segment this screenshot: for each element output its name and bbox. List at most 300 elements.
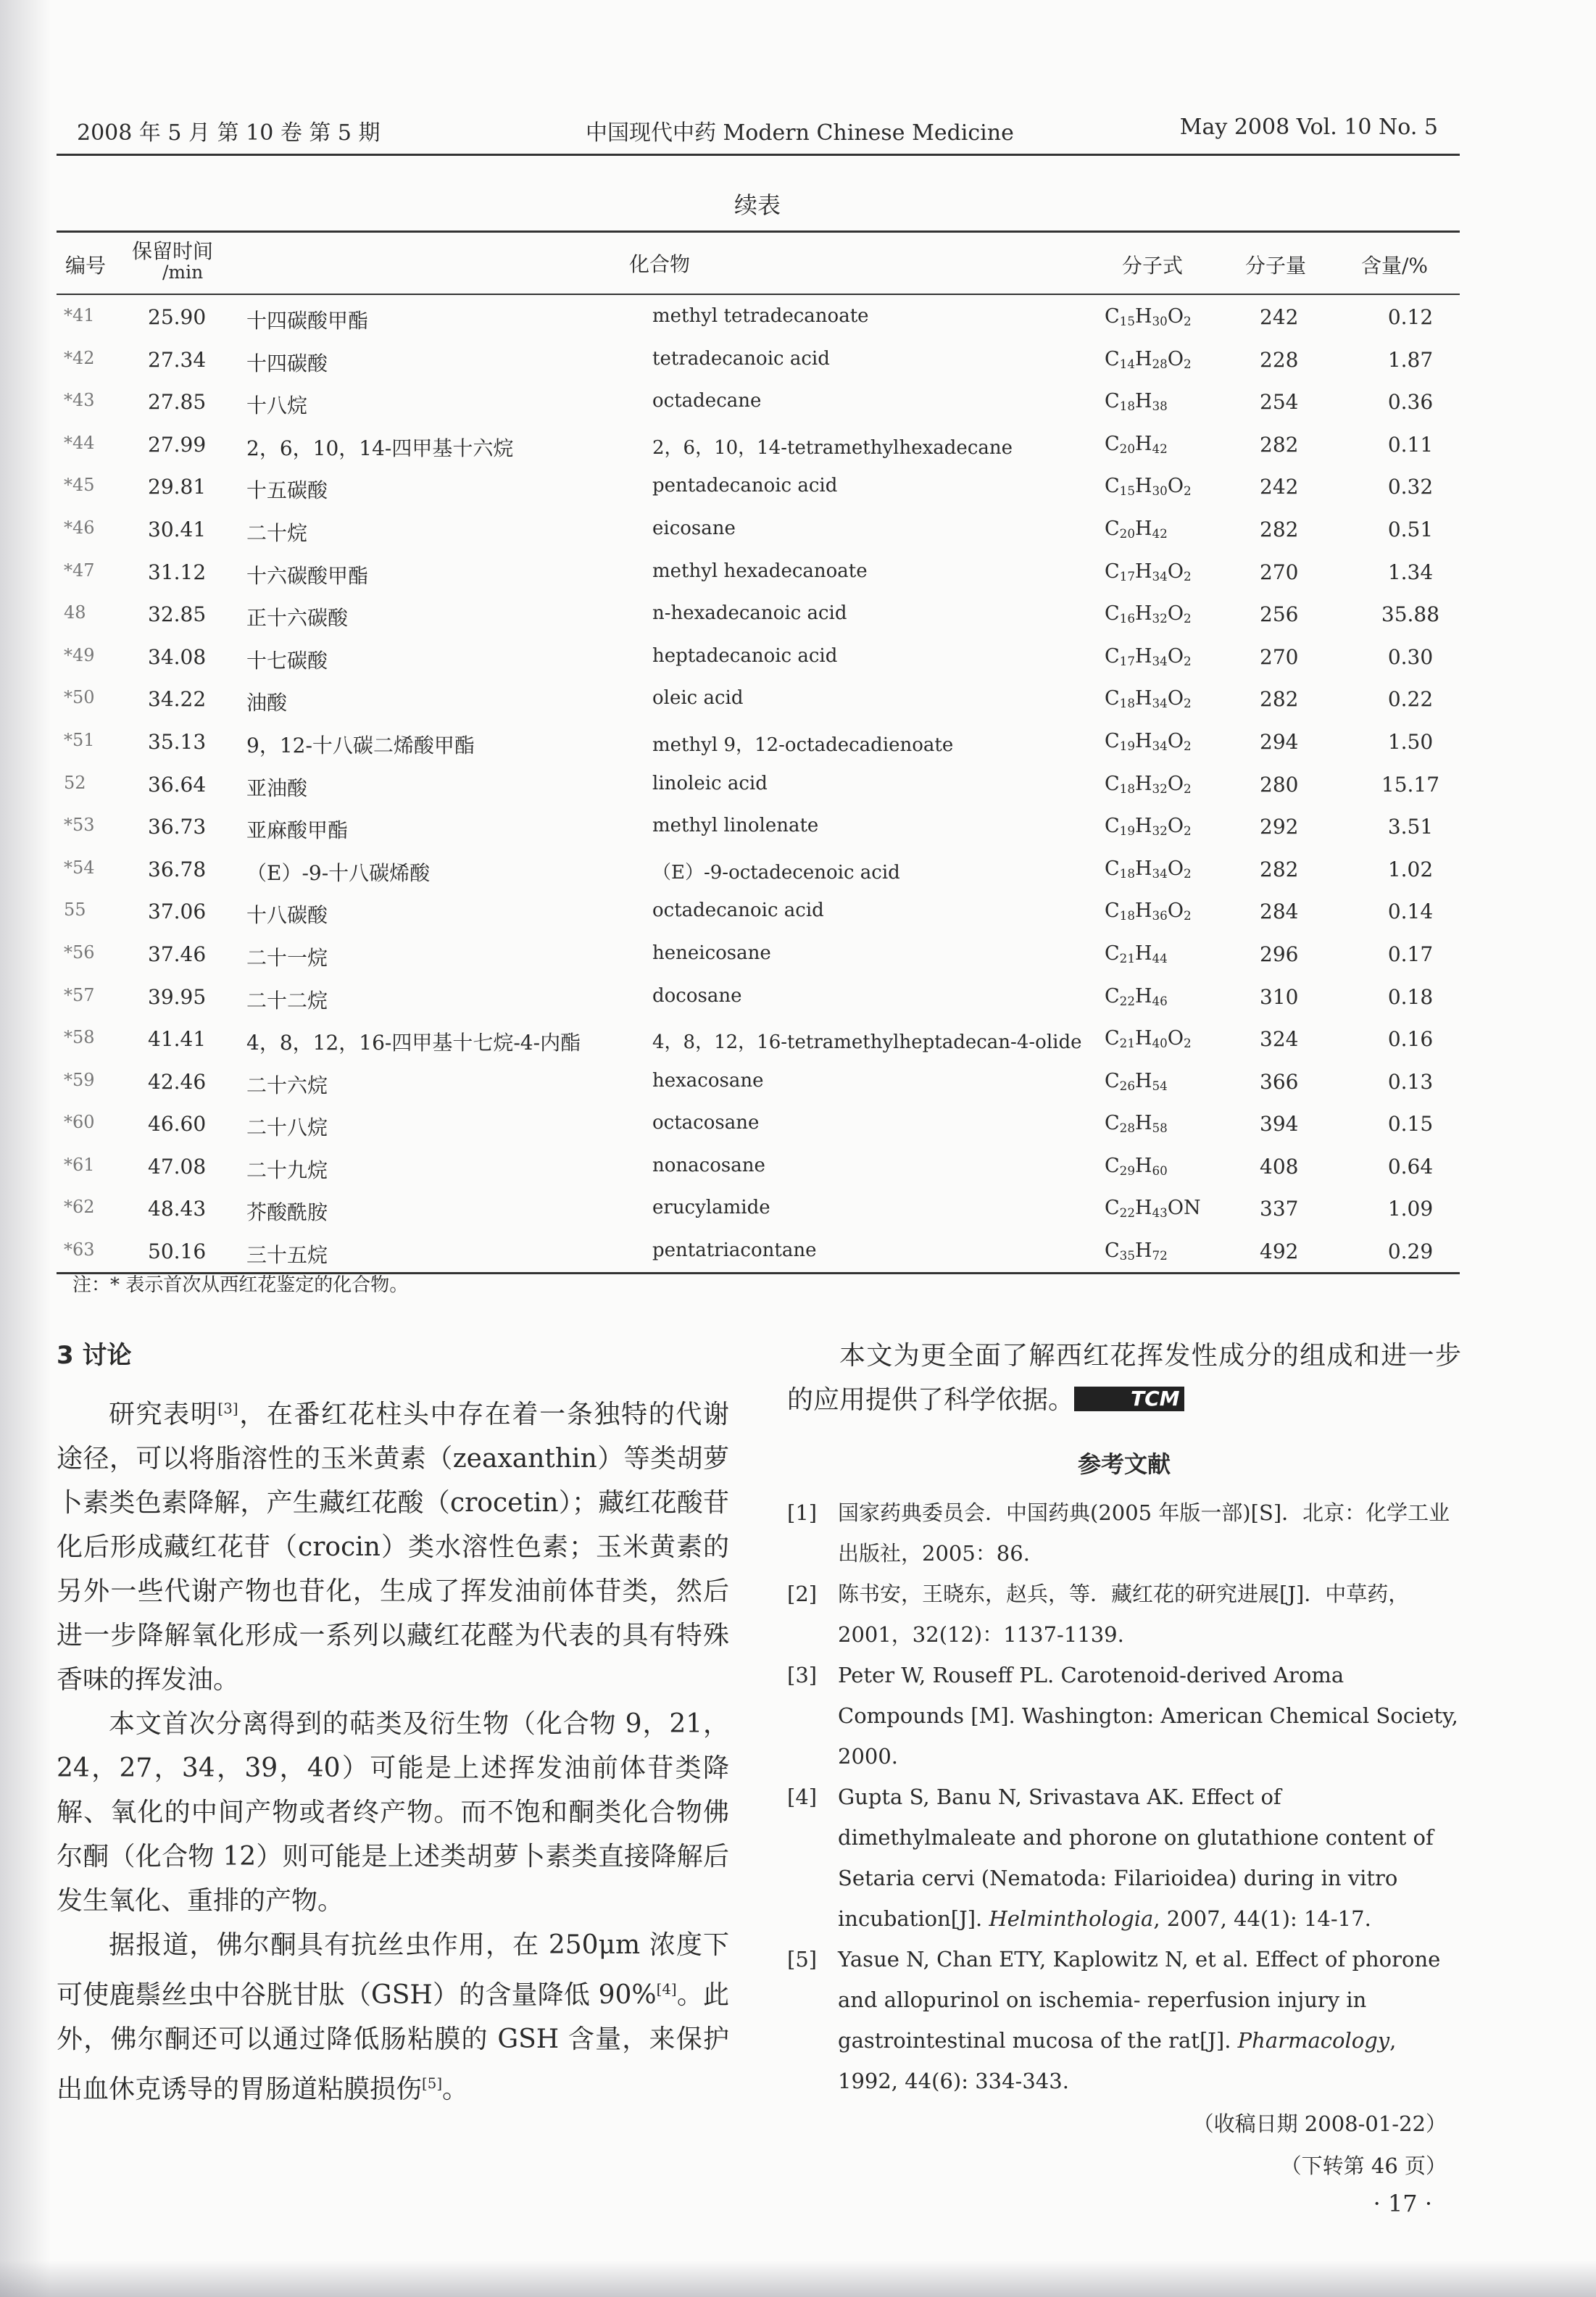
- formula-element: C: [1105, 772, 1120, 795]
- cell-compound-en: n-hexadecanoic acid: [652, 602, 847, 625]
- cell-molecular-weight: 366: [1260, 1069, 1299, 1094]
- formula-element: O: [1167, 900, 1184, 923]
- cell-retention-time: 36.73: [148, 815, 207, 839]
- header-issue-en: May 2008 Vol. 10 No. 5: [1179, 115, 1438, 140]
- right-column: [787, 1334, 1461, 2222]
- cell-compound-cn: 2，6，10，14-四甲基十六烷: [246, 436, 514, 460]
- header-rule: [57, 154, 1460, 156]
- cell-id: *59: [64, 1069, 95, 1090]
- formula-element: O: [1167, 644, 1184, 668]
- formula-element: H: [1134, 560, 1152, 583]
- table-row: [57, 805, 1460, 847]
- formula-subscript: 19: [1119, 739, 1135, 754]
- cell-id: 55: [64, 900, 86, 921]
- cell-content: 0.12: [1387, 305, 1434, 329]
- cell-formula: [1105, 985, 1168, 1008]
- formula-subscript: 16: [1119, 611, 1135, 626]
- cell-content: 0.13: [1387, 1069, 1434, 1094]
- cell-formula: [1105, 730, 1192, 753]
- formula-subscript: 22: [1119, 1205, 1135, 1221]
- table-row: [57, 507, 1460, 550]
- cell-retention-time: 48.43: [148, 1197, 207, 1221]
- reference-text: Gupta S, Banu N, Srivastava AK. Effect of dimethylmaleate and phorone on glutathione content of Setaria cervi (Nematoda: Filarioidea) during in vitro incubation[J].: [838, 1785, 1434, 1931]
- cell-molecular-weight: 280: [1260, 772, 1299, 797]
- reference-text: 陈书安，王晓东，赵兵，等．藏红花的研究进展[J]．中草药，2001，32(12)：1137-1139.: [838, 1582, 1410, 1647]
- formula-element: H: [1134, 857, 1152, 880]
- cell-content: 35.88: [1381, 602, 1440, 627]
- formula-element: H: [1134, 347, 1152, 370]
- p3-part-b: 。此外，佛尔酮还可以通过降低肠粘膜的 GSH 含量，来保护出血休克诱导的胃肠道粘膜损伤: [57, 1980, 729, 2104]
- citation-5: [5]: [422, 2075, 443, 2092]
- reference-journal: Helminthologia: [989, 1906, 1154, 1931]
- table-row: [57, 847, 1460, 890]
- cell-id: *49: [64, 644, 95, 665]
- formula-element: O: [1167, 687, 1184, 710]
- formula-subscript: 38: [1152, 399, 1168, 414]
- formula-element: H: [1134, 1239, 1152, 1263]
- cell-retention-time: 27.34: [148, 347, 207, 372]
- cell-compound-en: 2，6，10，14-tetramethylhexadecane: [652, 436, 1013, 459]
- formula-element: C: [1105, 942, 1120, 965]
- cell-compound-cn: 二十二烷: [246, 988, 328, 1013]
- formula-subscript: 2: [1183, 865, 1192, 881]
- cell-retention-time: 37.46: [148, 942, 207, 966]
- table-row: [57, 1017, 1460, 1060]
- cell-compound-cn: 4，8，12，16-四甲基十七烷-4-内酯: [246, 1031, 581, 1055]
- formula-element: C: [1105, 1112, 1120, 1135]
- discussion-paragraph-1: [57, 1387, 729, 1702]
- formula-subscript: 2: [1183, 823, 1192, 839]
- cell-content: 0.32: [1387, 475, 1434, 499]
- cell-retention-time: 39.95: [148, 984, 207, 1009]
- formula-subscript: 34: [1152, 568, 1168, 583]
- formula-subscript: 2: [1183, 908, 1192, 923]
- formula-subscript: 35: [1119, 1248, 1135, 1263]
- cell-molecular-weight: 282: [1260, 517, 1299, 541]
- cell-formula: [1105, 390, 1168, 413]
- cell-retention-time: 37.06: [148, 900, 207, 924]
- formula-element: C: [1105, 1197, 1120, 1220]
- cell-formula: [1105, 518, 1168, 541]
- cell-molecular-weight: 492: [1260, 1239, 1299, 1264]
- reference-text: 国家药典委员会．中国药典(2005 年版一部)[S]．北京：化学工业出版社，2005：86.: [838, 1500, 1450, 1566]
- formula-element: O: [1167, 305, 1184, 328]
- table-row: [57, 1060, 1460, 1102]
- cell-id: *47: [64, 560, 95, 581]
- formula-subscript: 18: [1119, 908, 1135, 923]
- col-header-content: 含量/%: [1361, 254, 1429, 278]
- reference-tail: , 1992, 44(6): 334-343.: [838, 2028, 1397, 2093]
- cell-compound-en: methyl hexadecanoate: [652, 560, 868, 582]
- cell-content: 3.51: [1387, 815, 1434, 839]
- cell-formula: [1105, 857, 1192, 881]
- cell-retention-time: 42.46: [148, 1069, 207, 1094]
- received-date: （收稿日期 2008-01-22）: [1192, 2111, 1447, 2136]
- cell-retention-time: 30.41: [148, 517, 207, 541]
- formula-element: H: [1134, 305, 1152, 328]
- cell-id: 52: [64, 772, 86, 793]
- formula-subscript: 2: [1183, 739, 1192, 754]
- reference-number: [2]: [787, 1582, 818, 1606]
- table-row: [57, 423, 1460, 465]
- cell-retention-time: 46.60: [148, 1112, 207, 1137]
- cell-retention-time: 25.90: [148, 305, 207, 329]
- cell-formula: [1105, 602, 1192, 626]
- formula-subscript: 20: [1119, 441, 1135, 456]
- formula-element: C: [1105, 432, 1120, 455]
- cell-formula: [1105, 900, 1192, 923]
- formula-subscript: 2: [1183, 781, 1192, 796]
- formula-subscript: 42: [1152, 441, 1168, 456]
- formula-subscript: 29: [1119, 1163, 1135, 1179]
- cell-id: *50: [64, 687, 95, 708]
- reference-text: Peter W, Rouseff PL. Carotenoid-derived Aroma Compounds [M]. Washington: American Chemical Society, 2000.: [838, 1663, 1458, 1769]
- cell-content: 0.14: [1387, 900, 1434, 924]
- cell-compound-cn: 正十六碳酸: [246, 606, 349, 631]
- formula-subscript: 2: [1183, 483, 1192, 499]
- cell-id: *42: [64, 347, 95, 368]
- cell-formula: [1105, 773, 1192, 796]
- cell-compound-cn: 油酸: [246, 691, 288, 715]
- cell-formula: [1105, 645, 1192, 668]
- p3-part-a: 据报道，佛尔酮具有抗丝虫作用，在 250μm 浓度下可使鹿鬃丝虫中谷胱甘肽（GSH）的含量降低 90%: [57, 1930, 729, 2010]
- col-header-rt-unit: /min: [162, 262, 204, 283]
- reference-item: [787, 1939, 1461, 2101]
- formula-subscript: 54: [1152, 1078, 1168, 1093]
- formula-subscript: 32: [1152, 611, 1168, 626]
- formula-element: H: [1134, 687, 1152, 710]
- cell-compound-cn: （E）-9-十八碳烯酸: [246, 860, 431, 885]
- formula-subscript: 34: [1152, 739, 1168, 754]
- formula-subscript: 28: [1152, 356, 1168, 371]
- cell-content: 1.02: [1387, 857, 1434, 881]
- cell-compound-en: docosane: [652, 984, 742, 1007]
- cell-formula: [1105, 348, 1192, 371]
- cell-id: *61: [64, 1154, 95, 1175]
- formula-element: H: [1134, 772, 1152, 795]
- table-caption: 续表: [733, 191, 781, 219]
- cell-content: 0.64: [1387, 1154, 1434, 1179]
- cell-content: 15.17: [1381, 772, 1440, 797]
- cell-retention-time: 27.85: [148, 390, 207, 415]
- table-row: [57, 677, 1460, 720]
- cell-compound-en: octadecane: [652, 390, 762, 412]
- table-row: [57, 338, 1460, 381]
- cell-compound-en: heneicosane: [652, 942, 771, 964]
- cell-content: 1.34: [1387, 560, 1434, 584]
- reference-number: [4]: [787, 1785, 818, 1809]
- formula-subscript: 32: [1152, 823, 1168, 839]
- formula-subscript: 34: [1152, 653, 1168, 668]
- cell-formula: [1105, 1112, 1168, 1135]
- formula-element: H: [1134, 1069, 1152, 1092]
- formula-subscript: 15: [1119, 314, 1135, 329]
- formula-element: C: [1105, 815, 1120, 838]
- reference-tail: , 2007, 44(1): 14-17.: [1153, 1906, 1371, 1931]
- formula-subscript: 26: [1119, 1078, 1135, 1093]
- reference-item: [787, 1777, 1461, 1939]
- reference-item: [787, 1574, 1461, 1655]
- formula-subscript: 14: [1119, 356, 1135, 371]
- cell-molecular-weight: 282: [1260, 857, 1299, 881]
- reference-item: [787, 1492, 1461, 1574]
- cell-molecular-weight: 270: [1260, 644, 1299, 669]
- cell-content: 0.36: [1387, 390, 1434, 415]
- formula-element: H: [1134, 1154, 1152, 1177]
- formula-subscript: 30: [1152, 483, 1168, 499]
- table-row: [57, 550, 1460, 593]
- section-heading: 3 讨论: [57, 1341, 132, 1370]
- cell-compound-en: linoleic acid: [652, 772, 768, 794]
- cell-retention-time: 36.78: [148, 857, 207, 881]
- reference-text: Yasue N, Chan ETY, Kaplowitz N, et al. Effect of phorone and allopurinol on ischemia- reperfusion injury in gastrointestinal mucosa of the rat[J].: [838, 1947, 1441, 2053]
- reference-number: [5]: [787, 1947, 818, 1972]
- scan-edge-shadow: [0, 0, 51, 2297]
- cell-compound-cn: 十八碳酸: [246, 903, 328, 928]
- cell-compound-en: pentatriacontane: [652, 1239, 817, 1262]
- formula-subscript: 2: [1183, 653, 1192, 668]
- formula-subscript: 44: [1152, 951, 1168, 966]
- formula-element: H: [1134, 984, 1152, 1008]
- cell-compound-en: （E）-9-octadecenoic acid: [652, 861, 900, 884]
- citation-4: [4]: [656, 1981, 677, 1998]
- cell-compound-cn: 9，12-十八碳二烯酸甲酯: [246, 733, 475, 757]
- formula-element: C: [1105, 602, 1120, 626]
- tcm-logo: TCM: [1074, 1387, 1184, 1411]
- formula-element: C: [1105, 1027, 1120, 1050]
- header-issue-cn: 2008 年 5 月 第 10 卷 第 5 期: [77, 120, 381, 146]
- conclusion-paragraph: [787, 1334, 1461, 1422]
- cell-formula: [1105, 433, 1168, 456]
- cell-content: 0.22: [1387, 687, 1434, 712]
- cell-compound-cn: 十五碳酸: [246, 478, 328, 503]
- cell-content: 1.09: [1387, 1197, 1434, 1221]
- formula-subscript: 36: [1152, 908, 1168, 923]
- formula-subscript: 21: [1119, 951, 1135, 966]
- cell-id: *53: [64, 815, 95, 836]
- reference-list: [787, 1492, 1461, 2101]
- cell-retention-time: 47.08: [148, 1154, 207, 1179]
- formula-element: C: [1105, 390, 1120, 413]
- formula-subscript: 32: [1152, 781, 1168, 796]
- cell-formula: [1105, 687, 1192, 710]
- scan-bottom-shadow: [0, 2261, 1596, 2297]
- p1-body: ，在番红花柱头中存在着一条独特的代谢途径，可以将脂溶性的玉米黄素（zeaxanthin）等类胡萝卜素类色素降解，产生藏红花酸（crocetin）；藏红花酸苷化后形成藏红花苷（crocin）类水溶性色素；玉米黄素的另外一些代谢产物也苷化，生成了挥发油前体苷类，然后进一步降解氧化形成一系列以藏红花醛为代表的具有特殊香味的挥发油。: [57, 1400, 729, 1695]
- table-note: 注：* 表示首次从西红花鉴定的化合物。: [72, 1274, 409, 1296]
- formula-element: C: [1105, 729, 1120, 752]
- formula-subscript: 2: [1183, 611, 1192, 626]
- cell-compound-cn: 二十烷: [246, 520, 308, 545]
- cell-formula: [1105, 305, 1192, 328]
- cell-compound-en: methyl linolenate: [652, 815, 819, 837]
- cell-formula: [1105, 560, 1192, 583]
- formula-subscript: 34: [1152, 696, 1168, 711]
- cell-retention-time: 35.13: [148, 729, 207, 754]
- cell-retention-time: 32.85: [148, 602, 207, 627]
- reference-item: [787, 1655, 1461, 1777]
- cell-compound-cn: 二十八烷: [246, 1116, 328, 1140]
- col-header-mw: 分子量: [1245, 254, 1307, 278]
- cell-compound-cn: 亚麻酸甲酯: [246, 818, 349, 843]
- formula-subscript: 58: [1152, 1121, 1168, 1136]
- cell-id: *41: [64, 305, 95, 325]
- cell-compound-cn: 十六碳酸甲酯: [246, 563, 369, 588]
- cell-compound-en: erucylamide: [652, 1197, 770, 1219]
- formula-subscript: 17: [1119, 653, 1135, 668]
- cell-compound-cn: 十四碳酸: [246, 351, 328, 375]
- cell-formula: [1105, 1027, 1192, 1050]
- cell-formula: [1105, 1239, 1168, 1263]
- cell-id: *54: [64, 857, 95, 878]
- cell-id: *58: [64, 1027, 95, 1048]
- formula-element: H: [1134, 432, 1152, 455]
- formula-element: H: [1134, 475, 1152, 498]
- formula-subscript: 21: [1119, 1036, 1135, 1051]
- table-row: [57, 1229, 1460, 1272]
- formula-element: H: [1134, 1197, 1152, 1220]
- cell-formula: [1105, 1197, 1201, 1220]
- col-header-compound: 化合物: [629, 252, 691, 276]
- cell-compound-cn: 二十九烷: [246, 1158, 328, 1182]
- cell-retention-time: 34.22: [148, 687, 207, 712]
- cell-retention-time: 27.99: [148, 432, 207, 457]
- formula-subscript: 40: [1152, 1036, 1168, 1051]
- col-header-rt: 保留时间: [132, 239, 214, 263]
- discussion-paragraph-2: 本文首次分离得到的萜类及衍生物（化合物 9，21，24，27，34，39，40）可能是上述挥发油前体苷类降解、氧化的中间产物或者终产物。而不饱和酮类化合物佛尔酮（化合物 12）则可能是上述类胡萝卜素类直接降解后发生氧化、重排的产物。: [57, 1709, 729, 1916]
- formula-element: O: [1167, 815, 1184, 838]
- cell-molecular-weight: 282: [1260, 432, 1299, 457]
- formula-element: C: [1105, 900, 1120, 923]
- cell-content: 0.51: [1387, 517, 1434, 541]
- formula-element: C: [1105, 984, 1120, 1008]
- cell-compound-cn: 亚油酸: [246, 776, 308, 800]
- formula-subscript: 19: [1119, 823, 1135, 839]
- cell-molecular-weight: 294: [1260, 729, 1299, 754]
- cell-id: *60: [64, 1112, 95, 1133]
- cell-id: *44: [64, 432, 95, 453]
- table-row: [57, 1102, 1460, 1145]
- cell-id: *62: [64, 1197, 95, 1218]
- cell-id: 48: [64, 602, 86, 623]
- table-body: [57, 295, 1460, 1272]
- formula-element: C: [1105, 305, 1120, 328]
- formula-element: C: [1105, 1154, 1120, 1177]
- cell-molecular-weight: 254: [1260, 390, 1299, 415]
- cell-molecular-weight: 270: [1260, 560, 1299, 584]
- cell-compound-en: methyl 9，12-octadecadienoate: [652, 734, 954, 756]
- p3-part-c: 。: [442, 2074, 469, 2104]
- cell-id: *57: [64, 984, 95, 1005]
- table-row: [57, 975, 1460, 1018]
- formula-subscript: 18: [1119, 781, 1135, 796]
- formula-element: O: [1167, 475, 1184, 498]
- cell-id: *43: [64, 390, 95, 411]
- cell-retention-time: 31.12: [148, 560, 207, 584]
- discussion-paragraph-3: [57, 1923, 729, 2111]
- cell-compound-en: octacosane: [652, 1112, 760, 1134]
- cell-compound-cn: 十八烷: [246, 394, 308, 418]
- formula-element: O: [1167, 1027, 1184, 1050]
- cell-content: 0.15: [1387, 1112, 1434, 1137]
- table-row: [57, 1145, 1460, 1187]
- formula-subscript: 2: [1183, 568, 1192, 583]
- table-row: [57, 889, 1460, 932]
- cell-molecular-weight: 242: [1260, 475, 1299, 499]
- table-row: [57, 465, 1460, 507]
- cell-content: 0.11: [1387, 432, 1434, 457]
- formula-element: C: [1105, 560, 1120, 583]
- cell-molecular-weight: 292: [1260, 815, 1299, 839]
- table-row: [57, 295, 1460, 338]
- table-row: [57, 932, 1460, 975]
- table-row: [57, 635, 1460, 678]
- formula-element: H: [1134, 1027, 1152, 1050]
- formula-element: C: [1105, 644, 1120, 668]
- compound-table: [57, 230, 1460, 1274]
- cell-molecular-weight: 242: [1260, 305, 1299, 329]
- formula-element: C: [1105, 857, 1120, 880]
- cell-compound-en: nonacosane: [652, 1154, 765, 1176]
- cell-compound-en: oleic acid: [652, 687, 744, 710]
- cell-content: 0.30: [1387, 644, 1434, 669]
- formula-element: O: [1167, 729, 1184, 752]
- cell-compound-en: tetradecanoic acid: [652, 347, 830, 370]
- cell-retention-time: 34.08: [148, 644, 207, 669]
- cell-molecular-weight: 282: [1260, 687, 1299, 712]
- cell-molecular-weight: 284: [1260, 900, 1299, 924]
- cell-retention-time: 50.16: [148, 1239, 207, 1264]
- cell-molecular-weight: 228: [1260, 347, 1299, 372]
- formula-element: H: [1134, 644, 1152, 668]
- formula-element: H: [1134, 900, 1152, 923]
- formula-element: C: [1105, 517, 1120, 540]
- formula-element: O: [1167, 772, 1184, 795]
- formula-element: C: [1105, 475, 1120, 498]
- formula-subscript: 30: [1152, 314, 1168, 329]
- cell-content: 0.29: [1387, 1239, 1434, 1264]
- cell-id: *63: [64, 1239, 95, 1260]
- cell-compound-en: hexacosane: [652, 1069, 764, 1092]
- cell-molecular-weight: 337: [1260, 1197, 1299, 1221]
- cell-compound-en: pentadecanoic acid: [652, 475, 838, 497]
- cell-molecular-weight: 296: [1260, 942, 1299, 966]
- formula-subscript: 43: [1152, 1205, 1168, 1221]
- formula-subscript: 22: [1119, 993, 1135, 1008]
- cell-compound-cn: 二十六烷: [246, 1073, 328, 1097]
- formula-element: H: [1134, 517, 1152, 540]
- p1-lead: 研究表明: [109, 1400, 218, 1429]
- cell-retention-time: 41.41: [148, 1027, 207, 1052]
- formula-element: C: [1105, 1239, 1120, 1263]
- cell-formula: [1105, 942, 1168, 965]
- cell-retention-time: 36.64: [148, 772, 207, 797]
- cell-id: *56: [64, 942, 95, 963]
- cell-compound-en: heptadecanoic acid: [652, 644, 838, 667]
- cell-compound-cn: 二十一烷: [246, 945, 328, 970]
- conclusion-text: 本文为更全面了解西红花挥发性成分的组成和进一步的应用提供了科学依据。: [787, 1341, 1461, 1415]
- formula-subscript: 28: [1119, 1121, 1135, 1136]
- formula-element: O: [1167, 857, 1184, 880]
- formula-element: C: [1105, 1069, 1120, 1092]
- cell-id: *51: [64, 729, 95, 750]
- cell-molecular-weight: 310: [1260, 984, 1299, 1009]
- citation-3: [3]: [217, 1400, 238, 1417]
- cell-compound-cn: 十七碳酸: [246, 648, 328, 673]
- cell-id: *46: [64, 517, 95, 538]
- formula-subscript: 42: [1152, 526, 1168, 541]
- cell-compound-en: 4，8，12，16-tetramethylheptadecan-4-olide: [652, 1031, 1082, 1054]
- formula-element: H: [1134, 815, 1152, 838]
